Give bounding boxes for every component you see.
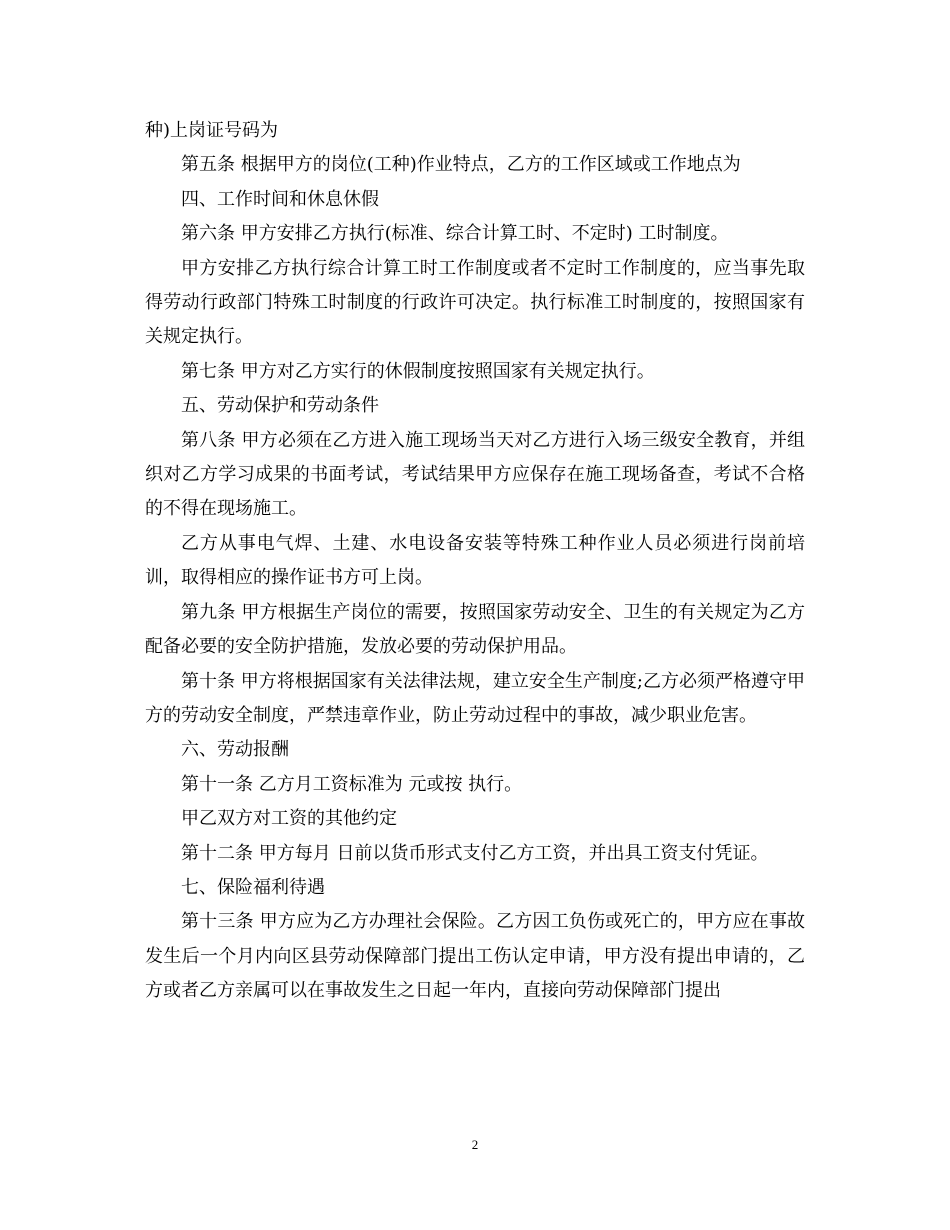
paragraph: 第六条 甲方安排乙方执行(标准、综合计算工时、不定时) 工时制度。 <box>181 223 729 245</box>
paragraph: 第十条 甲方将根据国家有关法律法规，建立安全生产制度;乙方必须严格遵守甲方的劳动安全制度，严禁违章作业，防止劳动过程中的事故，减少职业危害。 <box>145 670 805 726</box>
paragraph: 第五条 根据甲方的岗位(工种)作业特点，乙方的工作区域或工作地点为 <box>181 154 741 176</box>
paragraph: 第九条 甲方根据生产岗位的需要，按照国家劳动安全、卫生的有关规定为乙方配备必要的安全防护措施，发放必要的劳动保护用品。 <box>145 601 805 658</box>
paragraph: 乙方从事电气焊、土建、水电设备安装等特殊工种作业人员必须进行岗前培训，取得相应的操作证书方可上岗。 <box>145 532 805 589</box>
paragraph: 第十二条 甲方每月 日前以货币形式支付乙方工资，并出具工资支付凭证。 <box>181 842 769 864</box>
section-heading: 五、劳动保护和劳动条件 <box>181 395 379 417</box>
section-heading: 六、劳动报酬 <box>181 739 289 761</box>
section-heading: 七、保险福利待遇 <box>181 876 325 898</box>
paragraph: 甲乙双方对工资的其他约定 <box>181 808 397 830</box>
section-heading: 四、工作时间和休息休假 <box>181 188 379 210</box>
paragraph: 第十一条 乙方月工资标准为 元或按 执行。 <box>181 773 523 795</box>
page-number: 2 <box>471 1137 479 1152</box>
paragraph: 第十三条 甲方应为乙方办理社会保险。乙方因工负伤或死亡的，甲方应在事故发生后一个月内向区县劳动保障部门提出工伤认定申请，甲方没有提出申请的，乙方或者乙方亲属可以在事故发生之日起一年内，直接向劳动保障部门提出 <box>145 911 805 1002</box>
paragraph: 第七条 甲方对乙方实行的休假制度按照国家有关规定执行。 <box>181 360 655 382</box>
paragraph: 种)上岗证号码为 <box>145 120 279 141</box>
document-body <box>145 114 805 1009</box>
paragraph: 第八条 甲方必须在乙方进入施工现场当天对乙方进行入场三级安全教育，并组织对乙方学习成果的书面考试，考试结果甲方应保存在施工现场备查，考试不合格的不得在现场施工。 <box>145 429 805 520</box>
paragraph: 甲方安排乙方执行综合计算工时工作制度或者不定时工作制度的，应当事先取得劳动行政部门特殊工时制度的行政许可决定。执行标准工时制度的，按照国家有关规定执行。 <box>145 257 805 348</box>
